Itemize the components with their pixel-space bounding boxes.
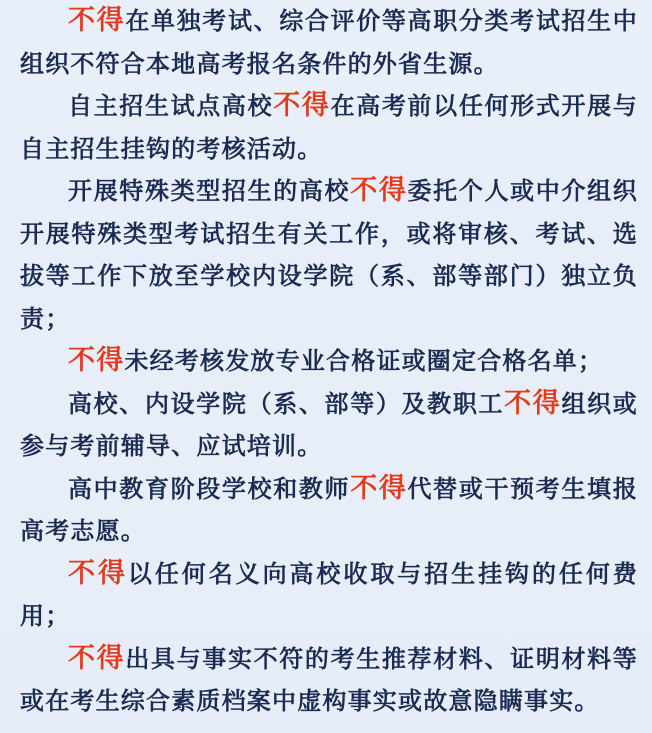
text-line xyxy=(20,383,638,426)
text-segment: 参与考前辅导、应试培训。 xyxy=(20,432,323,460)
paragraph-4 xyxy=(20,340,638,383)
paragraph-2 xyxy=(20,85,638,170)
text-segment: 委托个人或中介组织 xyxy=(407,177,638,205)
text-segment: 组织或 xyxy=(561,389,638,418)
emphasis-text: 不得 xyxy=(273,90,331,121)
text-segment: 自主招生挂钩的考核活动。 xyxy=(20,134,323,163)
text-line xyxy=(20,510,638,553)
paragraph-7 xyxy=(20,553,638,638)
emphasis-text: 不得 xyxy=(504,387,562,419)
paragraph-8 xyxy=(20,638,638,723)
text-line xyxy=(20,340,638,383)
emphasis-text: 不得 xyxy=(68,642,126,674)
text-line xyxy=(20,170,638,213)
text-line xyxy=(20,553,638,596)
text-segment: 拔等工作下放至学校内设学院（系、部等部门）独立负 xyxy=(20,262,638,290)
text-line xyxy=(20,43,638,86)
text-line xyxy=(20,298,638,341)
text-line xyxy=(20,680,638,723)
text-line xyxy=(20,255,638,298)
text-line xyxy=(20,425,638,468)
text-segment: 高考志愿。 xyxy=(20,517,146,545)
emphasis-text: 不得 xyxy=(68,345,125,376)
text-segment: 在高考前以任何形式开展与 xyxy=(330,92,638,120)
text-line xyxy=(20,638,638,681)
text-line xyxy=(20,85,638,128)
text-segment: 用； xyxy=(20,602,71,630)
emphasis-text: 不得 xyxy=(68,5,126,36)
text-line xyxy=(20,128,638,171)
paragraph-5 xyxy=(20,383,638,468)
text-segment: 在单独考试、综合评价等高职分类考试招生中 xyxy=(125,7,639,35)
text-segment: 开展特殊类型考试招生有关工作，或将审核、考试、选 xyxy=(20,219,638,248)
text-line xyxy=(20,213,638,256)
paragraph-1 xyxy=(20,0,638,85)
text-line xyxy=(20,595,638,638)
text-segment: 自主招生试点高校 xyxy=(68,92,274,120)
paragraph-3 xyxy=(20,170,638,340)
text-segment: 高中教育阶段学校和教师 xyxy=(68,474,351,503)
text-line xyxy=(20,0,638,43)
emphasis-text: 不得 xyxy=(350,472,408,504)
text-segment: 开展特殊类型招生的高校 xyxy=(68,177,351,205)
text-segment: 或在考生综合素质档案中虚构事实或故意隐瞒事实。 xyxy=(20,687,600,715)
text-segment: 组织不符合本地高考报名条件的外省生源。 xyxy=(20,49,499,78)
paragraph-6 xyxy=(20,468,638,553)
text-segment: 代替或干预考生填报 xyxy=(407,474,638,503)
text-segment: 高校、内设学院（系、部等）及教职工 xyxy=(68,389,505,418)
text-segment: 未经考核发放专业合格证或圈定合格名单； xyxy=(124,347,604,375)
text-segment: 出具与事实不符的考生推荐材料、证明材料等 xyxy=(125,644,639,673)
emphasis-text: 不得 xyxy=(68,557,128,589)
text-segment: 以任何名义向高校收取与招生挂钩的任何费 xyxy=(127,559,638,588)
text-line xyxy=(20,468,638,511)
emphasis-text: 不得 xyxy=(350,175,408,206)
text-segment: 责； xyxy=(20,304,71,333)
